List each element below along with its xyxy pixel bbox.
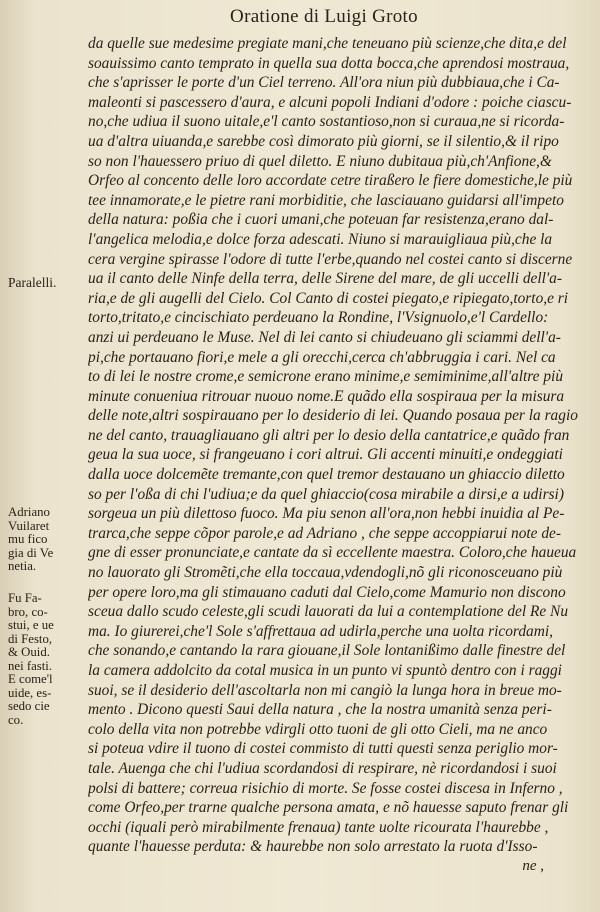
text-line: geua la sua uoce, si frangeuano i cori altrui. Gli accenti minuiti,e ondeggiati (88, 446, 563, 464)
text-line: ua il canto delle Ninfe della terra, delle Sirene del mare, de gli uccelli dell'a- (88, 270, 563, 288)
text-line: no lauorato gli Stromẽti,che ella toccaua,vdendogli,nõ gli riconosceuano più (88, 564, 563, 582)
text-line: to di lei le nostre crome,e semicrone erano minime,e semiminime,all'altre più (88, 368, 564, 386)
text-line: mento . Dicono questi Saui della natura , che la nostra umanità senza peri- (88, 701, 552, 719)
text-line: suoi, se il desiderio dell'ascoltarla non mi cangiò la lunga hora in breue mo- (88, 681, 562, 699)
text-line: so per l'oßa di chi l'udiua;e da quel ghiaccio(cosa mirabile a dirsi,e a udirsi) (88, 485, 564, 503)
text-line: maleonti si pascessero d'aura, e alcuni popoli Indiani d'odore : poiche ciascu- (88, 93, 572, 111)
margin-note-line: nei fasti. (8, 658, 53, 673)
margin-note-line: co. (8, 712, 24, 727)
text-line: quante l'hauesse perduta: & haurebbe non solo arrestato la ruota d'Isso- (88, 838, 538, 856)
text-line: gne di esser pronunciate,e cantate da sì eccellente maestra. Coloro,che haueua (88, 544, 577, 562)
text-line: no,che udiua il suono uitale,e'l canto sostantioso,non si curaua,ne si ricorda- (88, 113, 565, 131)
text-line: torto,tritato,e cincischiato perdeuano la Rondine, l'Vsignuolo,e'l Cardello: (88, 309, 549, 327)
text-line: sorgeua un più dilettoso fuoco. Ma piu senon all'ora,non hebbi inuidia al Pe- (88, 505, 565, 523)
margin-note-line: Vuilaret (8, 518, 50, 533)
body-text (88, 34, 584, 857)
text-line: sceua dallo scudo celeste,gli scudi lauorati da lui a contemplatione del Re Nu (88, 603, 569, 621)
text-line: da quelle sue medesime pregiate mani,che teneuano più scienze,che dita,e del (88, 35, 567, 52)
text-line: tale. Auenga che chi l'udiua scordandosi di respirare, nè ricordandosi i suoi (88, 759, 557, 777)
text-line: ne del canto, trauagliauano gli altri per lo desio della cantatrice,e quãdo fran (88, 426, 570, 444)
margin-note-line: Fu Fa- (8, 591, 42, 605)
text-line: tee innamorate,e le pietre rani morbiditie, che lasciauano guidarsi all'impeto (88, 191, 564, 209)
text-line: trarca,che seppe cõpor parole,e ad Adriano , che seppe accoppiarui note de- (88, 524, 562, 542)
text-line: pi,che portauano fiori,e mele a gli orecchi,cerca ch'abbruggia i cari. Nel ca (88, 348, 556, 366)
text-line: si poteua vdire il tuono di costei commisto di tutti questi senza periglio mor- (88, 740, 558, 758)
margin-note-line: bro, co- (8, 604, 48, 619)
margin-note-line: mu fico (8, 532, 48, 546)
catchword: ne , (522, 858, 544, 874)
margin-note-line: di Festo, (8, 631, 53, 646)
text-line: dalla uoce dolcemẽte tremante,con quel tremor destauano un ghiaccio diletto (88, 466, 565, 484)
text-line: soauissimo canto temprato in quella sua dotta bocca,che aprendosi mostraua, (88, 54, 570, 72)
text-line: ua d'altra uiuanda,e sarebbe così dimorato più giorni, se il silentio,& il ripo (88, 132, 559, 150)
text-line: occhi (iquali però mirabilmente frenaua) tante uolte ricourata l'haurebbe , (88, 818, 549, 836)
text-line: delle note,altri sospirauano per lo desiderio di lei. Quando posaua per la ragio (88, 407, 578, 425)
margin-note-adriano (8, 506, 86, 574)
margin-note-line: Adriano (8, 505, 50, 519)
running-header: Oratione di Luigi Groto (230, 6, 418, 27)
text-line: della natura: poßia che i cuori umani,che poteuan far resistenza,erano dal- (88, 211, 554, 229)
text-line: polsi di battere; correua risichio di morte. Se fosse costei discesa in Inferno , (88, 779, 563, 797)
text-line: so non l'hauessero priuo di quel diletto. E niuno dubitaua più,ch'Anfione,& (88, 152, 552, 170)
text-line: minute conueniua ritrouar nuouo nome.E quãdo ella sospiraua per la misura (88, 387, 565, 405)
text-line: colo della vita non potrebbe vdirgli otto tuoni de gli otto Cieli, ma ne anco (88, 720, 548, 738)
text-line: ma. Io giurerei,che'l Sole s'affrettaua ad udirla,perche una uolta ricordami, (88, 622, 553, 640)
text-line: l'angelica melodia,e dolce forza adescati. Niuno si marauigliaua più,che la (88, 230, 553, 248)
text-line: la camera addolcito da cotal musica in un punto vi spuntò dentro con i raggi (88, 662, 562, 679)
text-line: ria,e de gli augelli del Cielo. Col Canto di costei piegato,e ripiegato,torto,e ri (88, 289, 569, 307)
text-line: Orfeo al concento delle loro accordate cetre tiraßero le fiere domestiche,le più (88, 172, 573, 190)
text-line: per opere loro,ma gli stimauano caduti dal Cielo,come Mamurio non discono (88, 583, 566, 601)
text-line: che s'aprisser le porte d'un Ciel terreno. All'ora niun più dubbiaua,che i Ca- (88, 74, 560, 92)
text-line: come Orfeo,per trarne qualche persona amata, e nõ hauesse saputo frenar gli (88, 799, 569, 817)
margin-note-line: uide, es- (8, 685, 52, 700)
text-line: che sonando,e cantando la rara giouane,il Sole lontanißimo dalle finestre del (88, 642, 566, 660)
margin-note-paralelli: Paralelli. (8, 275, 57, 290)
margin-note-line: stui, e ue (8, 618, 54, 632)
text-line: cera vergine spirasse l'odore di tutte l'erbe,quando nel costei canto si discerne (88, 250, 573, 268)
margin-note-fu-fabro (8, 592, 86, 727)
text-line: anzi ui perdeuano le Muse. Nel di lei canto si chiudeuano gli sciammi dell'a- (88, 328, 561, 346)
margin-note-line: E come'l (8, 672, 53, 686)
margin-note-line: gia di Ve (8, 545, 54, 560)
margin-note-line: netia. (8, 559, 37, 573)
margin-note-line: sedo cie (8, 699, 50, 713)
margin-note-line: & Ouid. (8, 645, 50, 659)
